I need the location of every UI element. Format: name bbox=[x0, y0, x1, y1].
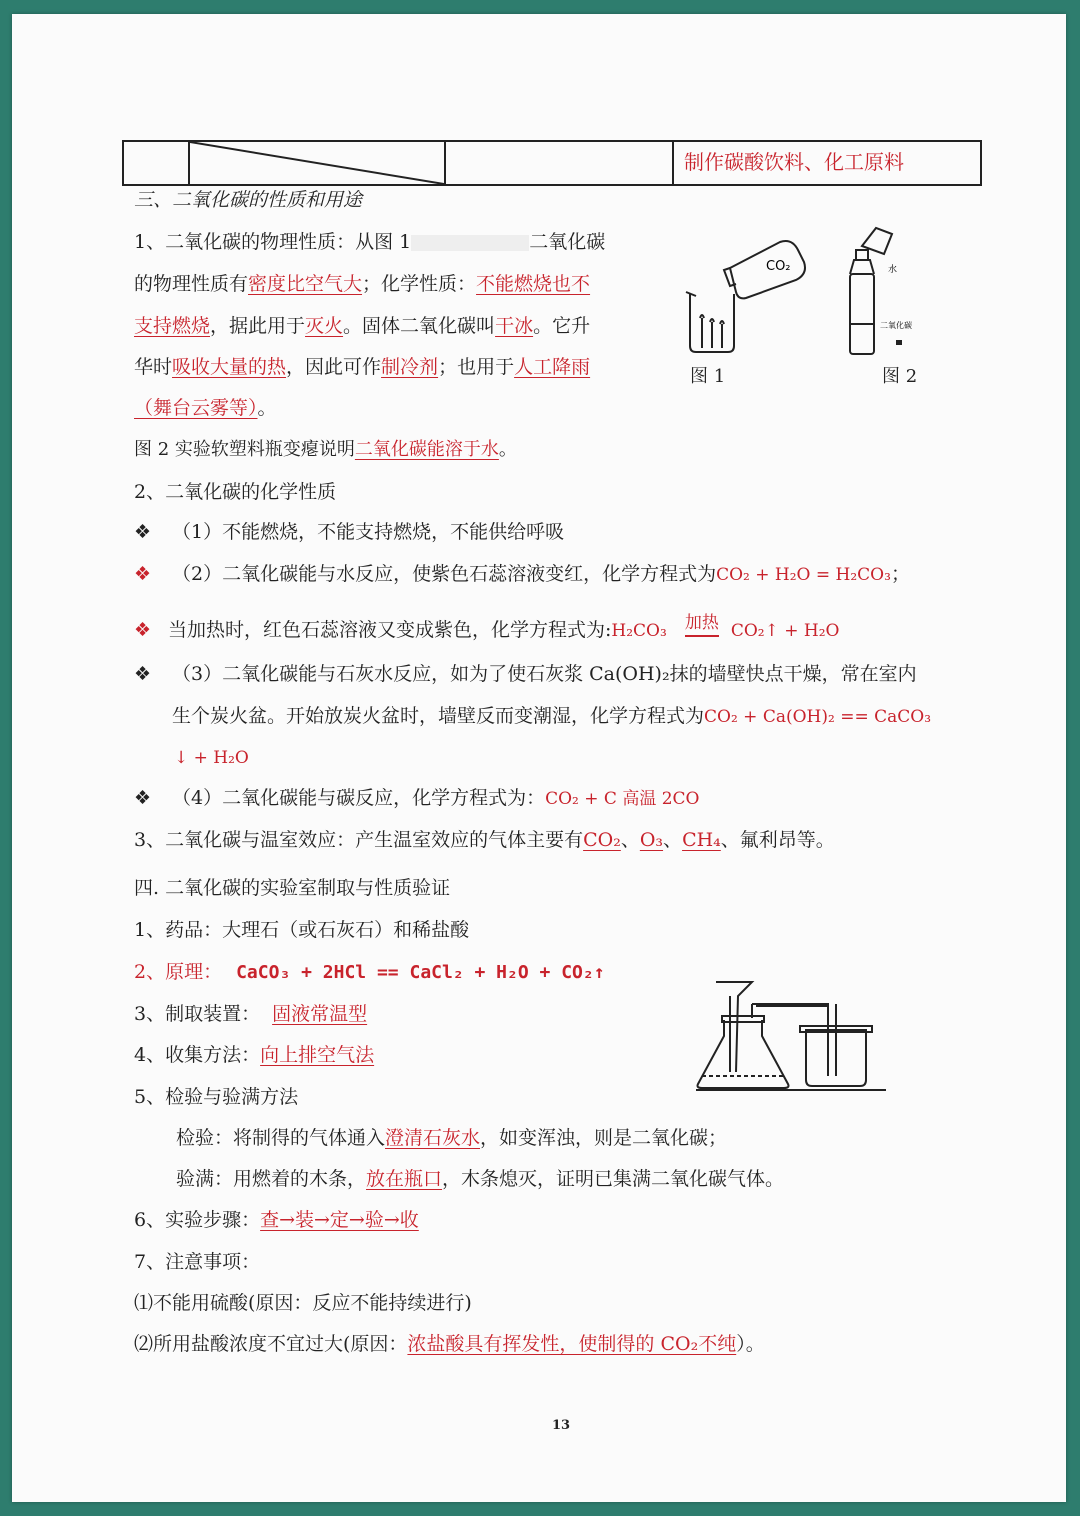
s4-item-1: 1、药品：大理石（或石灰石）和稀盐酸 bbox=[134, 919, 470, 941]
p2-item-2: ❖ （2）二氧化碳能与水反应，使紫色石蕊溶液变红，化学方程式为CO₂ + H₂O = H₂CO₃； bbox=[134, 563, 910, 585]
p2-item-4: ❖ （3）二氧化碳能与石灰水反应，如为了使石灰浆 Ca(OH)₂抹的墙壁快点干燥，常在室内 bbox=[134, 663, 917, 685]
p2-item-3: ❖ 当加热时，红色石蕊溶液又变成紫色，化学方程式为:H₂CO₃ 加热 CO₂↑ + H₂O bbox=[134, 613, 840, 641]
page-number: 13 bbox=[552, 1418, 571, 1433]
p1-line-6: 图 2 实验软塑料瓶变瘪说明二氧化碳能溶于水。 bbox=[134, 439, 517, 460]
figure-1-pouring-co2 bbox=[680, 222, 820, 362]
bullet-icon: ❖ bbox=[134, 663, 152, 685]
table-cell-2 bbox=[190, 142, 446, 184]
diagonal-slash bbox=[190, 142, 444, 184]
s4-item-2: 2、原理： CaCO₃ + 2HCl == CaCl₂ + H₂O + CO₂↑ bbox=[134, 961, 605, 983]
s4-item-5: 5、检验与验满方法 bbox=[134, 1086, 299, 1108]
blurred-redaction bbox=[411, 235, 529, 251]
p2-item-4-cont: 生个炭火盆。开始放炭火盆时，墙壁反而变潮湿，化学方程式为CO₂ + Ca(OH)₂ == CaCO₃ bbox=[172, 705, 932, 727]
s4-note-2: ⑵所用盐酸浓度不宜过大(原因：浓盐酸具有挥发性，使制得的 CO₂不纯）。 bbox=[134, 1333, 765, 1355]
p2-item-4-eq-end: ↓ + H₂O bbox=[174, 748, 249, 768]
p2-item-1: ❖ （1）不能燃烧，不能支持燃烧，不能供给呼吸 bbox=[134, 521, 565, 543]
s4-full-check-method: 验满：用燃着的木条，放在瓶口，木条熄灭，证明已集满二氧化碳气体。 bbox=[176, 1168, 785, 1190]
worksheet-page bbox=[12, 14, 1066, 1502]
bullet-icon: ❖ bbox=[134, 619, 152, 641]
summary-table-row bbox=[122, 140, 982, 186]
p1-line-4: 华时吸收大量的热，因此可作制冷剂；也用于人工降雨 bbox=[134, 356, 591, 378]
svg-text:水: 水 bbox=[888, 265, 898, 275]
section-3-title: 三、二氧化碳的性质和用途 bbox=[134, 189, 363, 211]
s4-item-3: 3、制取装置： 固液常温型 bbox=[134, 1003, 368, 1025]
table-cell-4: 制作碳酸饮料、化工原料 bbox=[684, 150, 904, 174]
figure-1-caption: 图 1 bbox=[690, 366, 726, 387]
table-cell-1 bbox=[124, 142, 190, 184]
s4-note-1: ⑴不能用硫酸(原因：反应不能持续进行) bbox=[134, 1292, 472, 1314]
svg-text:CO₂: CO₂ bbox=[766, 259, 791, 274]
svg-text:二氧化碳: 二氧化碳 bbox=[880, 321, 912, 330]
heat-condition: 加热 bbox=[685, 611, 719, 637]
p1-line-2: 的物理性质有密度比空气大；化学性质：不能燃烧也不 bbox=[134, 273, 591, 295]
bullet-icon: ❖ bbox=[134, 521, 152, 543]
p1-line-3: 支持燃烧，据此用于灭火。固体二氧化碳叫干冰。它升 bbox=[134, 315, 591, 337]
bullet-icon: ❖ bbox=[134, 563, 152, 585]
section-4-title: 四. 二氧化碳的实验室制取与性质验证 bbox=[134, 877, 451, 899]
s4-item-6: 6、实验步骤：查→装→定→验→收 bbox=[134, 1209, 419, 1231]
p1-line-5: （舞台云雾等）。 bbox=[134, 397, 277, 419]
s4-test-method: 检验：将制得的气体通入澄清石灰水，如变浑浊，则是二氧化碳； bbox=[176, 1127, 728, 1149]
p3-greenhouse: 3、二氧化碳与温室效应：产生温室效应的气体主要有CO₂、O₃、CH₄、氟利昂等。 bbox=[134, 829, 835, 851]
figure-2-caption: 图 2 bbox=[882, 366, 918, 387]
bullet-icon: ❖ bbox=[134, 787, 152, 809]
figure-2-soft-plastic-bottle bbox=[836, 224, 936, 364]
figure-co2-generation-apparatus bbox=[696, 976, 886, 1094]
s4-item-7: 7、注意事项： bbox=[134, 1251, 261, 1273]
s4-item-4: 4、收集方法：向上排空气法 bbox=[134, 1044, 375, 1066]
p2-title: 2、二氧化碳的化学性质 bbox=[134, 481, 337, 503]
p2-item-5: ❖ （4）二氧化碳能与碳反应，化学方程式为：CO₂ + C 高温 2CO bbox=[134, 787, 700, 809]
table-cell-3 bbox=[446, 142, 674, 184]
p1-line-1: 1、二氧化碳的物理性质：从图 1 二氧化碳 bbox=[134, 231, 606, 253]
